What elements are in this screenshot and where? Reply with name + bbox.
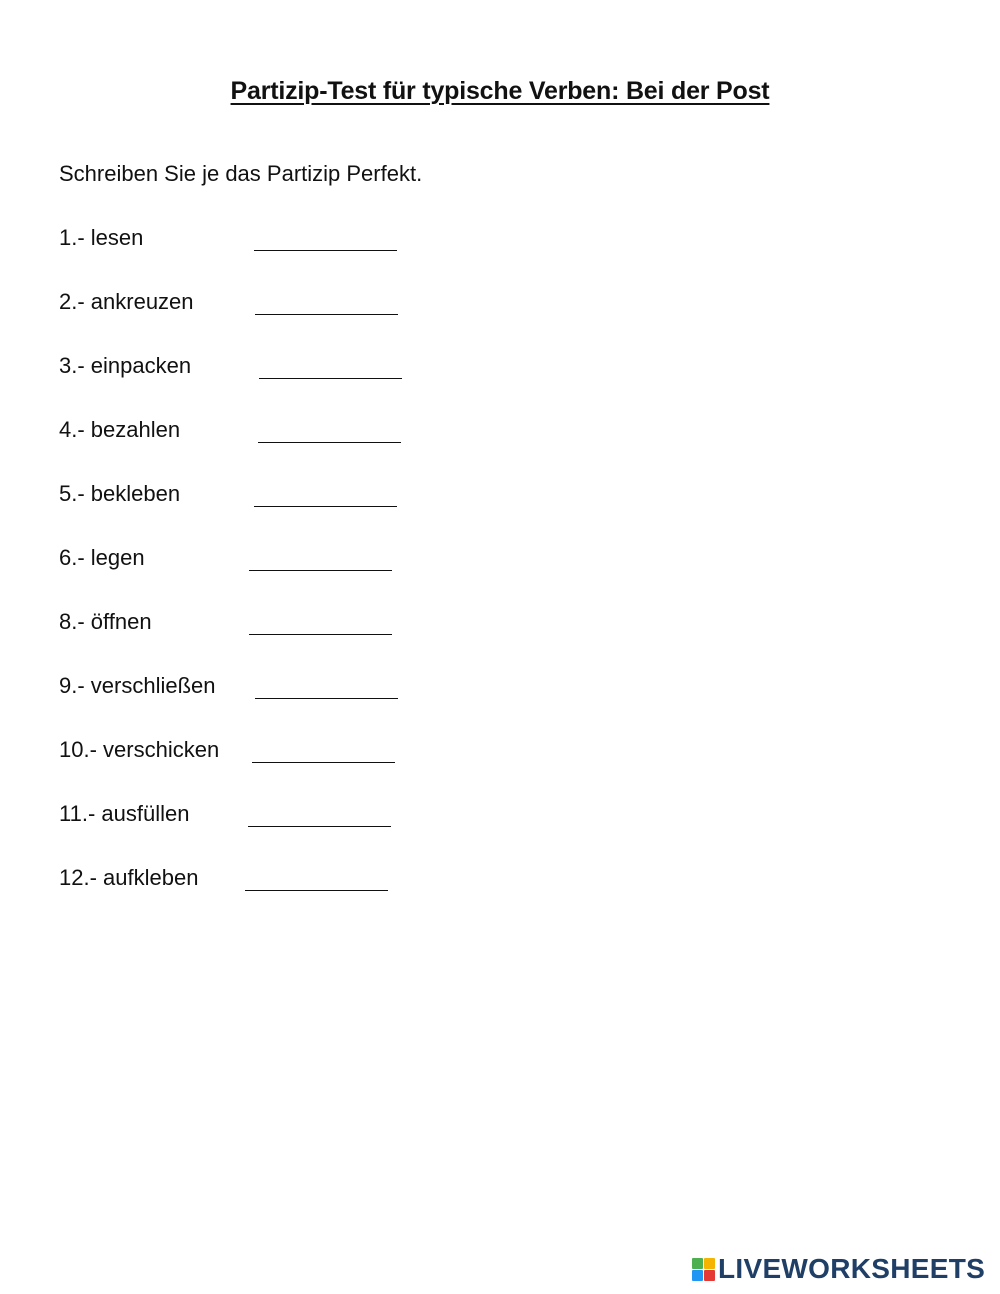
instruction-text: Schreiben Sie je das Partizip Perfekt.: [59, 161, 423, 186]
answer-blank[interactable]: [249, 634, 392, 635]
page-title: Partizip-Test für typische Verben: Bei der Post: [230, 76, 770, 105]
logo-block-green: [692, 1258, 703, 1269]
logo-text: LIVEWORKSHEETS: [718, 1253, 986, 1284]
answer-blank[interactable]: [252, 762, 395, 763]
logo-block-red: [704, 1270, 715, 1281]
exercise-item: [59, 353, 459, 417]
logo-block-blue: [692, 1270, 703, 1281]
answer-blank[interactable]: [255, 314, 398, 315]
liveworksheets-logo[interactable]: [692, 1254, 985, 1284]
exercise-label: 4.- bezahlen: [59, 417, 181, 442]
exercise-label: 1.- lesen: [59, 225, 144, 250]
answer-blank[interactable]: [255, 698, 398, 699]
answer-blank[interactable]: [249, 570, 392, 571]
answer-blank[interactable]: [254, 250, 397, 251]
exercise-item: [59, 481, 459, 545]
exercise-label: 5.- bekleben: [59, 481, 181, 506]
answer-blank[interactable]: [258, 442, 401, 443]
exercise-item: [59, 289, 459, 353]
exercise-item: [59, 225, 459, 289]
exercise-list: [59, 225, 459, 929]
exercise-label: 3.- einpacken: [59, 353, 192, 378]
exercise-label: 8.- öffnen: [59, 609, 152, 634]
exercise-label: 12.- aufkleben: [59, 865, 199, 890]
exercise-item: [59, 673, 459, 737]
exercise-item: [59, 865, 459, 929]
exercise-item: [59, 737, 459, 801]
logo-block-yellow: [704, 1258, 715, 1269]
exercise-label: 9.- verschließen: [59, 673, 216, 698]
exercise-item: [59, 801, 459, 865]
answer-blank[interactable]: [254, 506, 397, 507]
exercise-label: 11.- ausfüllen: [59, 801, 190, 826]
exercise-label: 2.- ankreuzen: [59, 289, 194, 314]
liveworksheets-blocks-icon: [692, 1258, 715, 1281]
exercise-item: [59, 417, 459, 481]
exercise-label: 10.- verschicken: [59, 737, 220, 762]
exercise-label: 6.- legen: [59, 545, 145, 570]
answer-blank[interactable]: [245, 890, 388, 891]
answer-blank[interactable]: [248, 826, 391, 827]
exercise-item: [59, 545, 459, 609]
exercise-item: [59, 609, 459, 673]
answer-blank[interactable]: [259, 378, 402, 379]
